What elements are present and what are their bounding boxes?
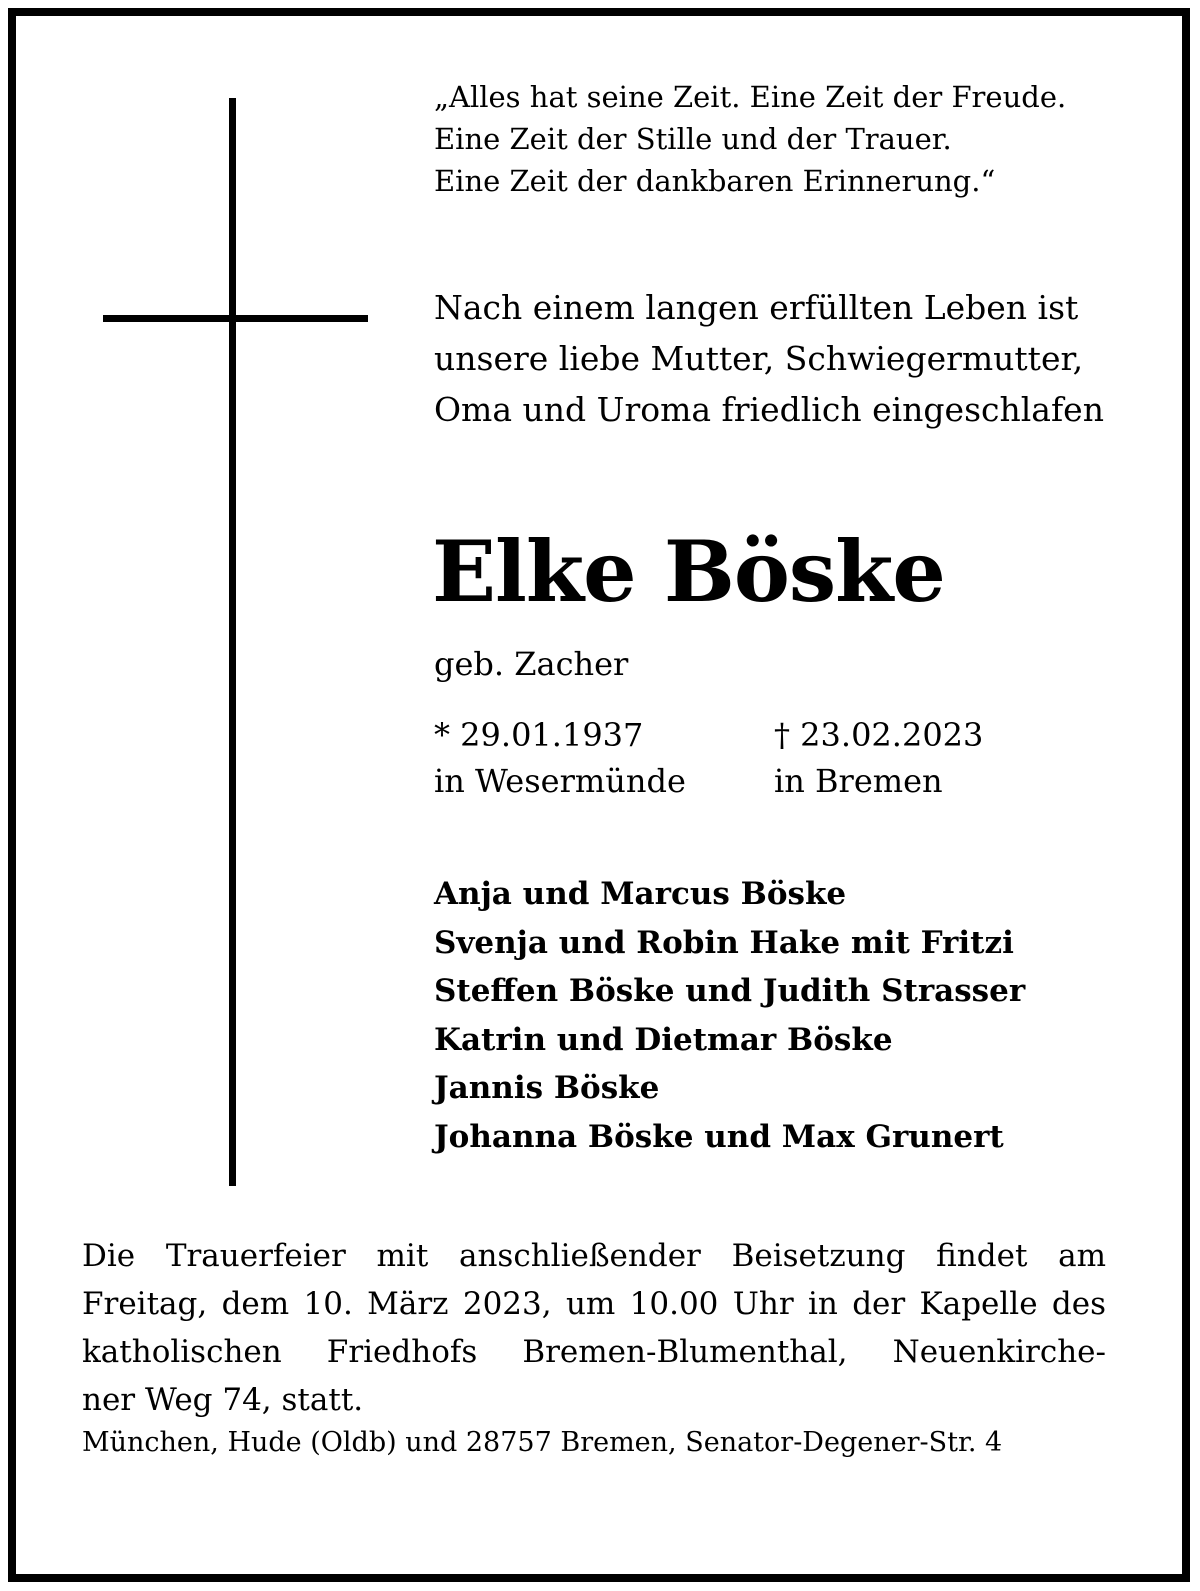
quote-line: Eine Zeit der dankbaren Erinnerung.“ <box>434 164 996 198</box>
mourner-name: Anja und Marcus Böske <box>434 876 847 912</box>
funeral-service-info <box>82 1232 1106 1424</box>
birth-info <box>434 712 686 804</box>
birth-name: geb. Zacher <box>434 645 629 683</box>
family-address: München, Hude (Oldb) und 28757 Bremen, Senator-Degener-Str. 4 <box>82 1427 1003 1458</box>
mourners-list <box>434 870 1025 1161</box>
opening-quote <box>434 76 1154 202</box>
mourner-name: Svenja und Robin Hake mit Fritzi <box>434 924 1014 961</box>
death-date: † 23.02.2023 <box>774 716 984 754</box>
mourner-name: Steffen Böske und Judith Strasser <box>434 973 1026 1009</box>
quote-line: Eine Zeit der Stille und der Trauer. <box>434 122 952 156</box>
birth-place: in Wesermünde <box>434 762 686 800</box>
death-place: in Bremen <box>774 762 943 800</box>
service-line: Freitag, dem 10. März 2023, um 10.00 Uhr in der Kapelle des <box>82 1286 1106 1322</box>
service-line: Die Trauerfeier mit anschließender Beisetzung findet am <box>82 1238 1106 1274</box>
service-line: katholischen Friedhofs Bremen-Blumenthal, Neuenkirche- <box>82 1334 1106 1370</box>
mourner-name: Jannis Böske <box>434 1070 660 1106</box>
intro-text <box>434 282 1154 435</box>
intro-line: Oma und Uroma friedlich eingeschlafen <box>434 390 1104 429</box>
mourner-name: Katrin und Dietmar Böske <box>434 1021 893 1058</box>
cross-vertical-bar <box>229 98 236 1186</box>
service-line: ner Weg 74, statt. <box>82 1382 364 1418</box>
intro-line: Nach einem langen erfüllten Leben ist <box>434 288 1079 327</box>
quote-line: „Alles hat seine Zeit. Eine Zeit der Freude. <box>434 80 1067 114</box>
cross-horizontal-bar <box>103 315 368 322</box>
intro-line: unsere liebe Mutter, Schwiegermutter, <box>434 339 1084 378</box>
deceased-name: Elke Böske <box>432 522 945 621</box>
birth-date: * 29.01.1937 <box>434 716 644 754</box>
mourner-name: Johanna Böske und Max Grunert <box>434 1118 1004 1155</box>
death-info <box>774 712 983 804</box>
